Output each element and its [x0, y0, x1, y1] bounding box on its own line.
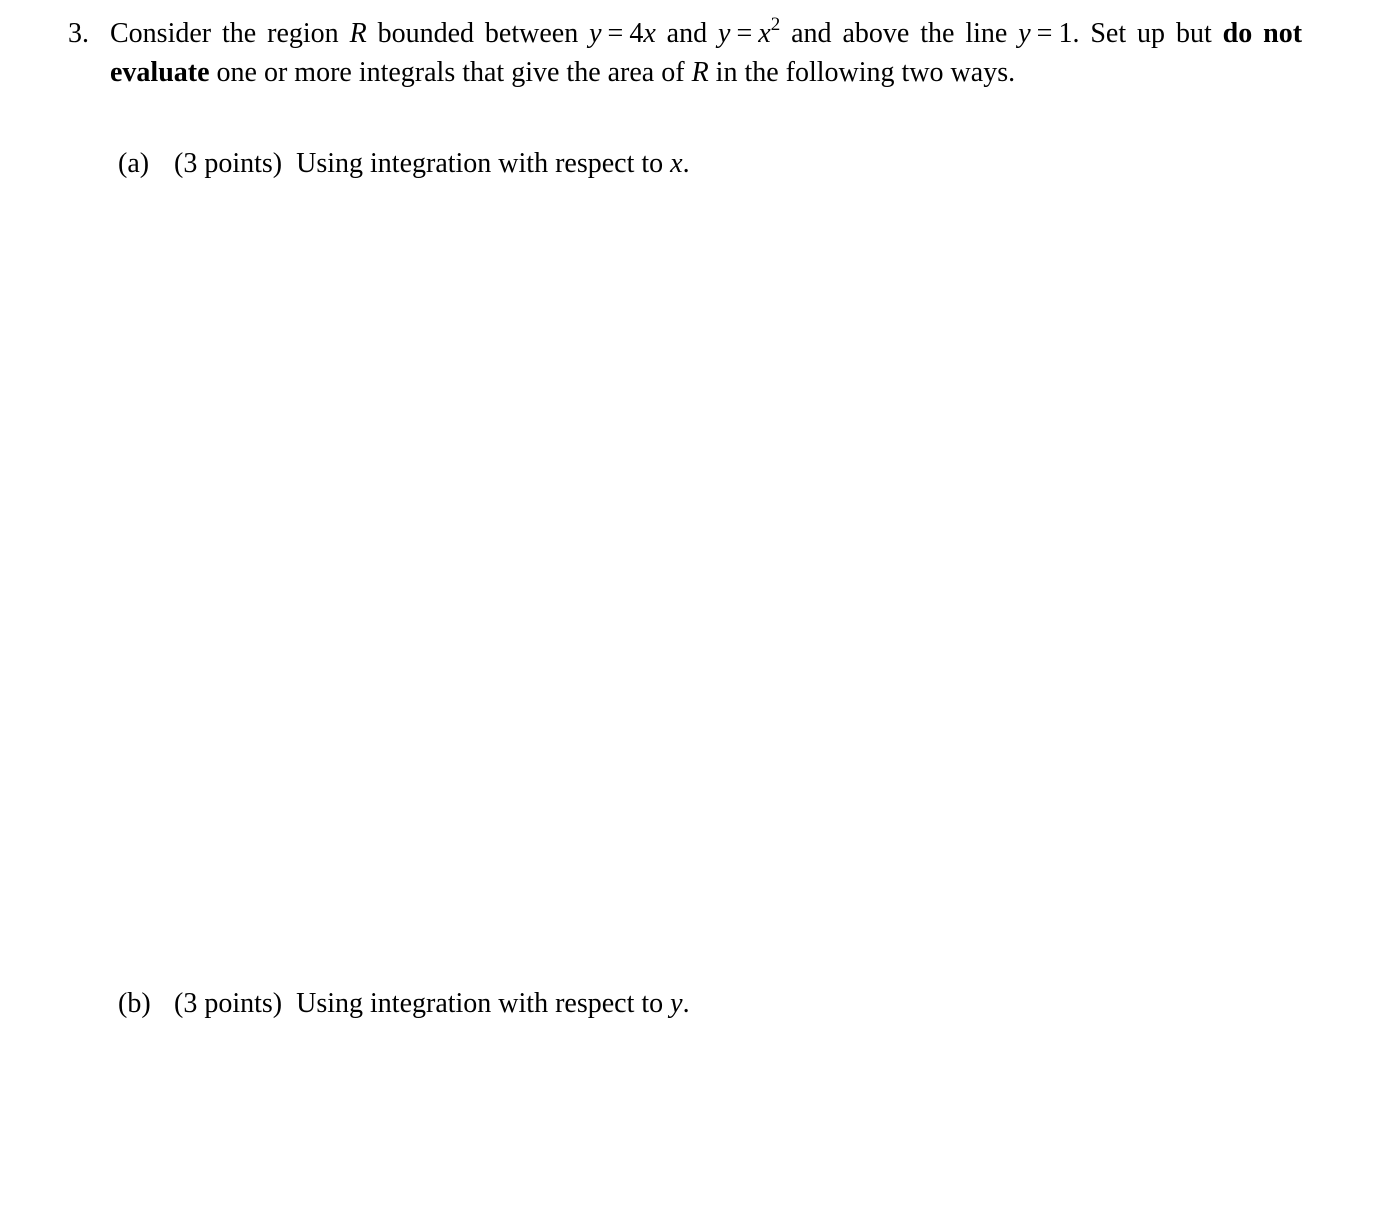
- part-text: Using integration with respect to: [296, 988, 671, 1019]
- text-segment: . Set up but: [1072, 18, 1223, 49]
- math-x: x: [758, 18, 771, 49]
- part-period: .: [682, 988, 690, 1019]
- math-constant: 1: [1058, 18, 1073, 49]
- math-y: y: [718, 18, 731, 49]
- region-var-r: R: [349, 18, 367, 49]
- math-x: x: [643, 18, 656, 49]
- part-points: (3 points): [174, 148, 283, 179]
- part-b: [118, 984, 690, 1023]
- problem-number: 3.: [68, 18, 89, 49]
- text-segment: and: [655, 18, 719, 49]
- math-coefficient: 4: [629, 18, 644, 49]
- math-exponent: 2: [770, 14, 781, 35]
- part-period: .: [682, 148, 690, 179]
- region-var-r: R: [691, 57, 709, 88]
- part-label: (a): [118, 148, 150, 179]
- part-a: [118, 144, 690, 183]
- text-segment: one or more integrals that give the area of: [209, 57, 692, 88]
- part-points: (3 points): [174, 988, 283, 1019]
- part-label: (b): [118, 988, 151, 1019]
- text-segment: in the following two ways.: [708, 57, 1016, 88]
- part-text: Using integration with respect to: [296, 148, 671, 179]
- emphasis-do-not-evaluate: do not evaluate: [110, 18, 1303, 88]
- problem-3: [68, 14, 1302, 92]
- math-y: y: [670, 988, 683, 1019]
- problem-statement: [110, 14, 1302, 92]
- text-segment: and above the line: [780, 18, 1019, 49]
- math-equals: =: [1036, 18, 1053, 49]
- math-x: x: [670, 148, 683, 179]
- math-y: y: [1018, 18, 1031, 49]
- math-equals: =: [736, 18, 753, 49]
- text-segment: bounded between: [366, 18, 590, 49]
- text-segment: Consider the region: [110, 18, 350, 49]
- math-equals: =: [607, 18, 624, 49]
- math-y: y: [589, 18, 602, 49]
